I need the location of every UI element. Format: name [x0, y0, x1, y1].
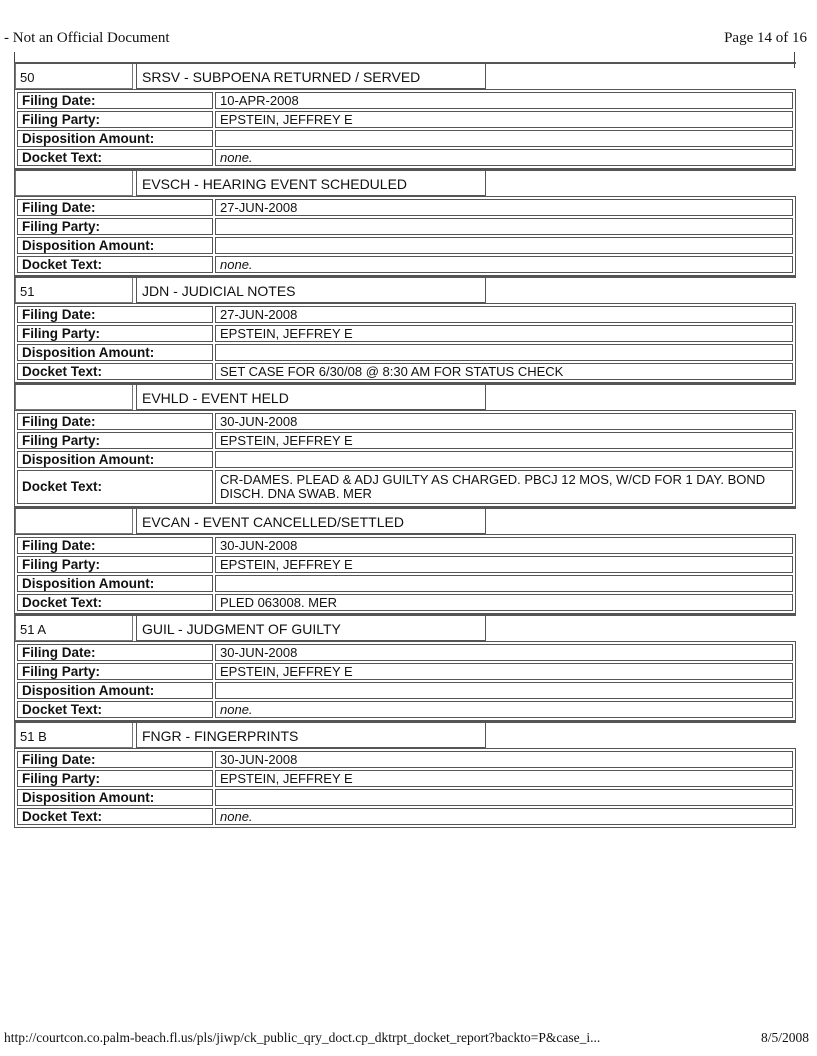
docket-entry — [14, 62, 796, 169]
entry-details-table — [14, 303, 796, 383]
detail-row — [17, 413, 793, 430]
entry-code — [136, 385, 486, 410]
detail-row — [17, 537, 793, 554]
filing-party-value: EPSTEIN, JEFFREY E — [215, 663, 793, 680]
filing-date-label: Filing Date: — [17, 413, 213, 430]
entry-code — [136, 723, 486, 748]
docket-text-value: none. — [215, 808, 793, 825]
detail-row — [17, 237, 793, 254]
docket-entry — [14, 276, 796, 383]
docket-text-value: none. — [215, 256, 793, 273]
filing-date-label: Filing Date: — [17, 537, 213, 554]
detail-row — [17, 149, 793, 166]
docket-code: JDN — [142, 283, 170, 299]
entry-header — [14, 507, 796, 534]
docket-text-value: CR-DAMES. PLEAD & ADJ GUILTY AS CHARGED. PBCJ 12 MOS, W/CD FOR 1 DAY. BOND DISCH. DNA SWAB. MER — [215, 470, 793, 504]
filing-date-value: 10-APR-2008 — [215, 92, 793, 109]
filing-party-label: Filing Party: — [17, 111, 213, 128]
filing-date-label: Filing Date: — [17, 644, 213, 661]
docket-entries — [14, 62, 796, 828]
page-header — [4, 30, 809, 52]
filing-date-label: Filing Date: — [17, 199, 213, 216]
detail-row — [17, 111, 793, 128]
disposition-amount-label: Disposition Amount: — [17, 130, 213, 147]
disposition-amount-value — [215, 237, 793, 254]
source-url: http://courtcon.co.palm-beach.fl.us/pls/jiwp/ck_public_qry_doct.cp_dktrpt_docket_report?backto=P&case_i... — [4, 1030, 601, 1045]
entry-header — [14, 169, 796, 196]
entry-details-table — [14, 196, 796, 276]
filing-date-value: 30-JUN-2008 — [215, 751, 793, 768]
detail-row — [17, 789, 793, 806]
filing-party-value: EPSTEIN, JEFFREY E — [215, 556, 793, 573]
filing-party-label: Filing Party: — [17, 556, 213, 573]
page-number: Page 14 of 16 — [724, 30, 807, 46]
docket-code: EVSCH — [142, 176, 191, 192]
detail-row — [17, 199, 793, 216]
entry-header — [14, 383, 796, 410]
docket-code: GUIL — [142, 621, 175, 637]
disclaimer-text: - Not an Official Document — [4, 30, 170, 46]
detail-row — [17, 256, 793, 273]
detail-row — [17, 594, 793, 611]
detail-row — [17, 218, 793, 235]
docket-text-value: none. — [215, 701, 793, 718]
docket-text-label: Docket Text: — [17, 363, 213, 380]
detail-row — [17, 663, 793, 680]
docket-text-value: none. — [215, 149, 793, 166]
entry-sequence: 51 B — [15, 723, 133, 748]
entry-code — [136, 171, 486, 196]
docket-text-label: Docket Text: — [17, 470, 213, 504]
disposition-amount-value — [215, 130, 793, 147]
disposition-amount-value — [215, 451, 793, 468]
disposition-amount-label: Disposition Amount: — [17, 237, 213, 254]
detail-row — [17, 451, 793, 468]
entry-code — [136, 509, 486, 534]
docket-description: - JUDICIAL NOTES — [169, 283, 295, 299]
filing-party-value: EPSTEIN, JEFFREY E — [215, 770, 793, 787]
docket-description: - EVENT CANCELLED/SETTLED — [190, 514, 404, 530]
detail-row — [17, 682, 793, 699]
filing-date-value: 27-JUN-2008 — [215, 199, 793, 216]
detail-row — [17, 575, 793, 592]
entry-details-table — [14, 89, 796, 169]
docket-code: EVHLD — [142, 390, 189, 406]
entry-sequence: 50 — [15, 64, 133, 89]
entry-header — [14, 276, 796, 303]
detail-row — [17, 432, 793, 449]
entry-sequence — [15, 171, 133, 196]
docket-text-label: Docket Text: — [17, 149, 213, 166]
entry-details-table — [14, 641, 796, 721]
docket-entry — [14, 507, 796, 614]
detail-row — [17, 470, 793, 504]
disposition-amount-value — [215, 344, 793, 361]
docket-text-label: Docket Text: — [17, 594, 213, 611]
detail-row — [17, 92, 793, 109]
detail-row — [17, 556, 793, 573]
detail-row — [17, 363, 793, 380]
filing-party-label: Filing Party: — [17, 770, 213, 787]
entry-sequence: 51 A — [15, 616, 133, 641]
detail-row — [17, 130, 793, 147]
detail-row — [17, 644, 793, 661]
detail-row — [17, 751, 793, 768]
filing-date-value: 27-JUN-2008 — [215, 306, 793, 323]
filing-party-value: EPSTEIN, JEFFREY E — [215, 111, 793, 128]
docket-text-value: PLED 063008. MER — [215, 594, 793, 611]
detail-row — [17, 306, 793, 323]
disposition-amount-value — [215, 682, 793, 699]
docket-description: - JUDGMENT OF GUILTY — [174, 621, 341, 637]
detail-row — [17, 344, 793, 361]
filing-date-value: 30-JUN-2008 — [215, 537, 793, 554]
docket-text-label: Docket Text: — [17, 701, 213, 718]
detail-row — [17, 325, 793, 342]
entry-header — [14, 721, 796, 748]
entry-header — [14, 62, 796, 89]
docket-description: - EVENT HELD — [189, 390, 289, 406]
filing-date-label: Filing Date: — [17, 306, 213, 323]
entry-sequence: 51 — [15, 278, 133, 303]
disposition-amount-label: Disposition Amount: — [17, 451, 213, 468]
filing-date-label: Filing Date: — [17, 751, 213, 768]
entry-details-table — [14, 410, 796, 507]
docket-text-value: SET CASE FOR 6/30/08 @ 8:30 AM FOR STATUS CHECK — [215, 363, 793, 380]
docket-code: SRSV — [142, 69, 181, 85]
filing-date-value: 30-JUN-2008 — [215, 644, 793, 661]
filing-date-label: Filing Date: — [17, 92, 213, 109]
detail-row — [17, 808, 793, 825]
detail-row — [17, 701, 793, 718]
entry-details-table — [14, 748, 796, 828]
docket-description: - SUBPOENA RETURNED / SERVED — [180, 69, 420, 85]
filing-party-value — [215, 218, 793, 235]
print-date: 8/5/2008 — [760, 1030, 809, 1045]
entry-header — [14, 614, 796, 641]
filing-party-label: Filing Party: — [17, 432, 213, 449]
page-footer — [4, 1030, 809, 1046]
entry-code — [136, 64, 486, 89]
docket-code: FNGR — [142, 728, 182, 744]
docket-text-label: Docket Text: — [17, 808, 213, 825]
disposition-amount-label: Disposition Amount: — [17, 575, 213, 592]
docket-description: - HEARING EVENT SCHEDULED — [190, 176, 407, 192]
docket-description: - FINGERPRINTS — [182, 728, 299, 744]
filing-party-value: EPSTEIN, JEFFREY E — [215, 432, 793, 449]
docket-entry — [14, 614, 796, 721]
disposition-amount-label: Disposition Amount: — [17, 682, 213, 699]
filing-date-value: 30-JUN-2008 — [215, 413, 793, 430]
entry-sequence — [15, 509, 133, 534]
docket-entry — [14, 721, 796, 828]
detail-row — [17, 770, 793, 787]
disposition-amount-label: Disposition Amount: — [17, 344, 213, 361]
disposition-amount-value — [215, 575, 793, 592]
filing-party-value: EPSTEIN, JEFFREY E — [215, 325, 793, 342]
entry-details-table — [14, 534, 796, 614]
disposition-amount-value — [215, 789, 793, 806]
docket-text-label: Docket Text: — [17, 256, 213, 273]
disposition-amount-label: Disposition Amount: — [17, 789, 213, 806]
entry-sequence — [15, 385, 133, 410]
entry-code — [136, 616, 486, 641]
entry-code — [136, 278, 486, 303]
docket-entry — [14, 169, 796, 276]
docket-code: EVCAN — [142, 514, 191, 530]
docket-entry — [14, 383, 796, 507]
filing-party-label: Filing Party: — [17, 218, 213, 235]
filing-party-label: Filing Party: — [17, 325, 213, 342]
filing-party-label: Filing Party: — [17, 663, 213, 680]
